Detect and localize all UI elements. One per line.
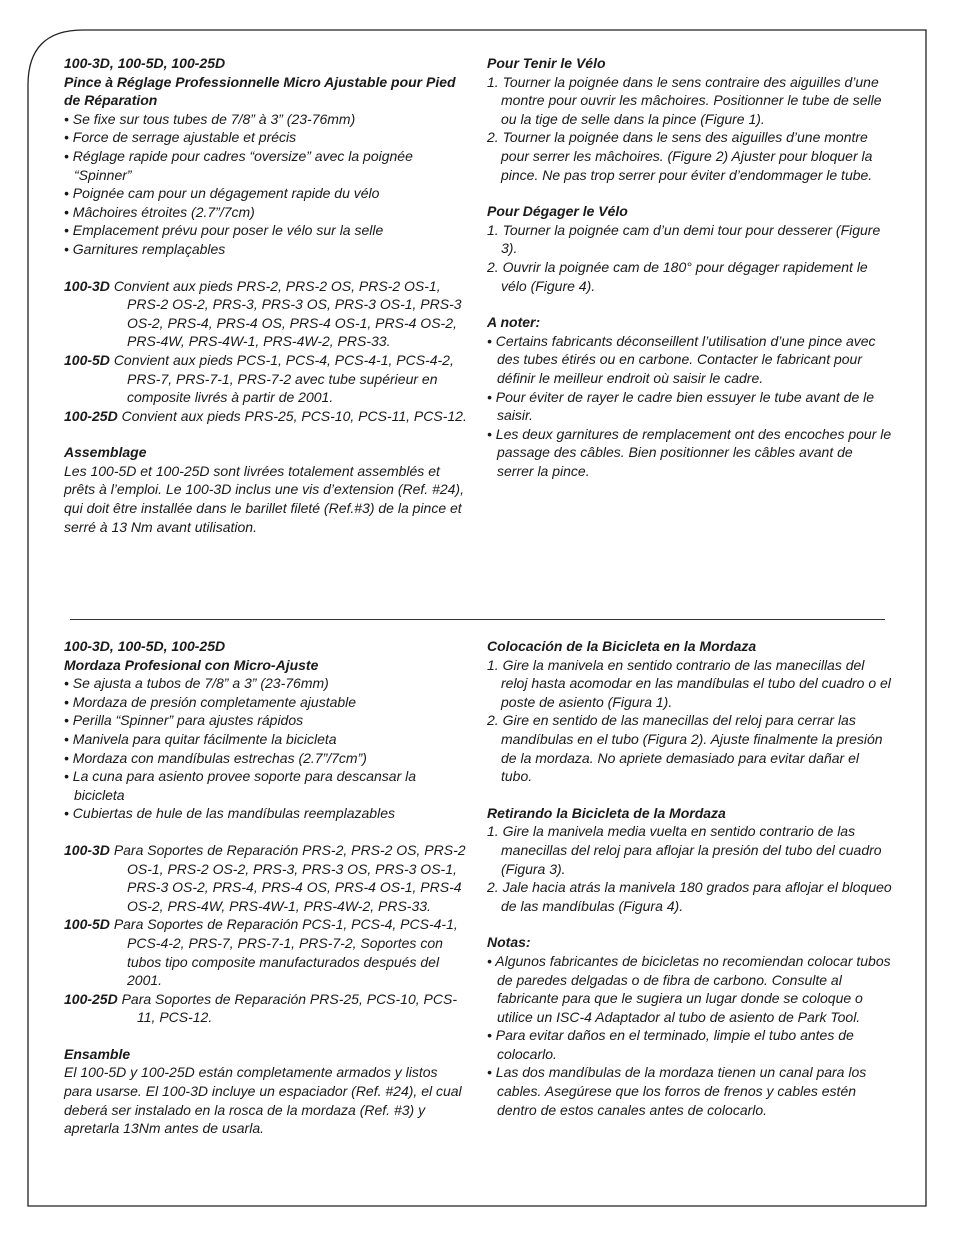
es-feature: • Cubiertas de hule de las mandíbulas reemplazables [64,805,395,822]
fr-hold-step: 2. Tourner la poignée dans le sens des aiguilles d’une montre pour serrer les mâchoires. (Figure 2) Ajuster pour bloquer la pince. Ne pas trop serrer pour éviter d’endommager le tube. [487,129,873,183]
es-hold-step: 1. Gire la manivela en sentido contrario de las manecillas del reloj hasta acomodar en las mandíbulas el tubo del cuadro o el poste de asiento (Figura 1). [487,656,891,710]
es-feature: • Mordaza con mandíbulas estrechas (2.7”/7cm”) [64,749,367,766]
es-right-column [487,637,892,1119]
es-release-step: 2. Jale hacia atrás la manivela 180 grados para aflojar el bloqueo de las mandíbulas (Figura 4). [487,879,892,914]
fr-feature: • Force de serrage ajustable et précis [64,129,297,146]
es-release-heading: Retirando la Bicicleta de la Mordaza [487,804,726,821]
fr-release-step: 1. Tourner la poignée cam d’un demi tour pour desserer (Figure 3). [487,221,881,257]
fr-models-heading: 100-3D, 100-5D, 100-25D [64,55,226,71]
es-note: • Algunos fabricantes de bicicletas no recomiendan colocar tubos de paredes delgadas o de fibra de carbono. Consulte al fabricante para que le sugiera un lugar donde se coloque o utilice un ISC-4 Adaptador al tubo de asiento de Park Tool. [487,952,891,1025]
es-feature: • Perilla “Spinner” para ajustes rápidos [64,712,304,729]
es-compat-100-25d: 100-25D Para Soportes de Reparación PRS-25, PCS-10, PCS-11, PCS-12. [64,990,457,1026]
fr-feature: • Réglage rapide pour cadres “oversize” avec la poignée “Spinner” [64,147,413,183]
es-release-step: 1. Gire la manivela media vuelta en sentido contrario de las manecillas del reloj para aflojar la presión del tubo del cuadro (Figura 3). [487,823,882,877]
es-models-heading: 100-3D, 100-5D, 100-25D [64,638,226,654]
es-hold-step: 2. Gire en sentido de las manecillas del reloj para cerrar las mandíbulas en el tubo (Figura 2). Ajuste finalmente la presión de la mordaza. No apriete demasiado para evitar dañar el tubo. [487,712,883,785]
es-feature: • Manivela para quitar fácilmente la bicicleta [64,730,337,747]
es-feature: • Se ajusta a tubos de 7/8” a 3” (23-76mm) [64,675,329,692]
es-assembly-text: El 100-5D y 100-25D están completamente armados y listos para usarse. El 100-3D incluye un espaciador (Ref. #24), el cual deberá ser instalado en la rosca de la mordaza (Ref. #3) y apretarla 13Nm antes de usarla. [64,1064,462,1137]
fr-note: • Pour éviter de rayer le cadre bien essuyer le tube avant de le saisir. [487,388,875,424]
es-compat-100-3d: 100-3D Para Soportes de Reparación PRS-2, PRS-2 OS, PRS-2 OS-1, PRS-2 OS-2, PRS-3, PRS-3 OS, PRS-3 OS-1, PRS-3 OS-2, PRS-4, PRS-4 OS, PRS-4 OS-1, PRS-4 OS-2, PRS-4W, PRS-4W-1, PRS-4W-2, PRS-33. [64,841,466,914]
fr-left-column [64,54,469,536]
fr-assembly-heading: Assemblage [64,444,147,461]
fr-compat-100-5d: 100-5D Convient aux pieds PCS-1, PCS-4, PCS-4-1, PCS-4-2, PRS-7, PRS-7-1, PRS-7-2 avec tube supérieur en composite livrés à partir de 2001. [64,351,454,406]
es-note: • Para evitar daños en el terminado, limpie el tubo antes de colocarlo. [487,1027,854,1062]
fr-release-heading: Pour Dégager le Vélo [487,203,628,220]
es-feature: • Mordaza de presión completamente ajustable [64,693,357,710]
fr-feature: • Se fixe sur tous tubes de 7/8” à 3” (23-76mm) [64,110,356,127]
fr-compat-100-25d: 100-25D Convient aux pieds PRS-25, PCS-10, PCS-11, PCS-12. [64,407,467,424]
fr-product-title: Pince à Réglage Professionnelle Micro Ajustable pour Pied de Réparation [64,73,456,109]
fr-feature: • Emplacement prévu pour poser le vélo sur la selle [64,222,384,239]
fr-compat-100-3d: 100-3D Convient aux pieds PRS-2, PRS-2 OS, PRS-2 OS-1, PRS-2 OS-2, PRS-3, PRS-3 OS, PRS-3 OS-1, PRS-3 OS-2, PRS-4, PRS-4 OS, PRS-4 OS-1, PRS-4 OS-2, PRS-4W, PRS-4W-1, PRS-4W-2, PRS-33. [64,277,462,350]
section-divider [70,619,885,620]
fr-feature: • Garnitures remplaçables [64,240,226,257]
fr-assembly-text: Les 100-5D et 100-25D sont livrées totalement assemblés et prêts à l’emploi. Le 100-3D inclus une vis d’extension (Ref. #24), qui doit être installée dans le barillet fileté (Ref.#3) de la pince et serré à 13 Nm avant utilisation. [64,462,464,535]
fr-hold-heading: Pour Tenir le Vélo [487,55,606,71]
fr-note: • Les deux garnitures de remplacement ont des encoches pour le passage des câbles. Bien positionner les câbles avant de serrer la pince. [487,425,892,479]
es-product-title: Mordaza Profesional con Micro-Ajuste [64,656,319,673]
es-note: • Las dos mandíbulas de la mordaza tienen un canal para los cables. Asegúrese que los forros de frenos y cables estén dentro de estos canales antes de colocarlo. [487,1064,867,1118]
es-left-column [64,637,469,1138]
fr-hold-step: 1. Tourner la poignée dans le sens contraire des aiguilles d’une montre pour ouvrir les mâchoires. Positionner le tube de selle ou la tige de selle dans la pince (Figure 1). [487,73,882,127]
es-feature: • La cuna para asiento provee soporte para descansar la bicicleta [64,768,417,803]
es-hold-heading: Colocación de la Bicicleta en la Mordaza [487,638,757,654]
es-compat-100-5d: 100-5D Para Soportes de Reparación PCS-1, PCS-4, PCS-4-1, PCS-4-2, PRS-7, PRS-7-1, PRS-7-2, Soportes con tubos tipo composite manufacturados después del 2001. [64,916,458,989]
fr-note: • Certains fabricants déconseillent l’utilisation d’une pince avec des tubes étirés ou en carbone. Contacter le fabricant pour définir le meilleur endroit où saisir le cadre. [487,332,876,386]
es-notes-heading: Notas: [487,934,531,951]
fr-feature: • Poignée cam pour un dégagement rapide du vélo [64,185,380,202]
es-assembly-heading: Ensamble [64,1045,131,1062]
fr-release-step: 2. Ouvrir la poignée cam de 180° pour dégager rapidement le vélo (Figure 4). [487,258,868,294]
fr-feature: • Mâchoires étroites (2.7”/7cm) [64,203,255,220]
fr-right-column [487,54,892,480]
fr-notes-heading: A noter: [487,314,541,331]
